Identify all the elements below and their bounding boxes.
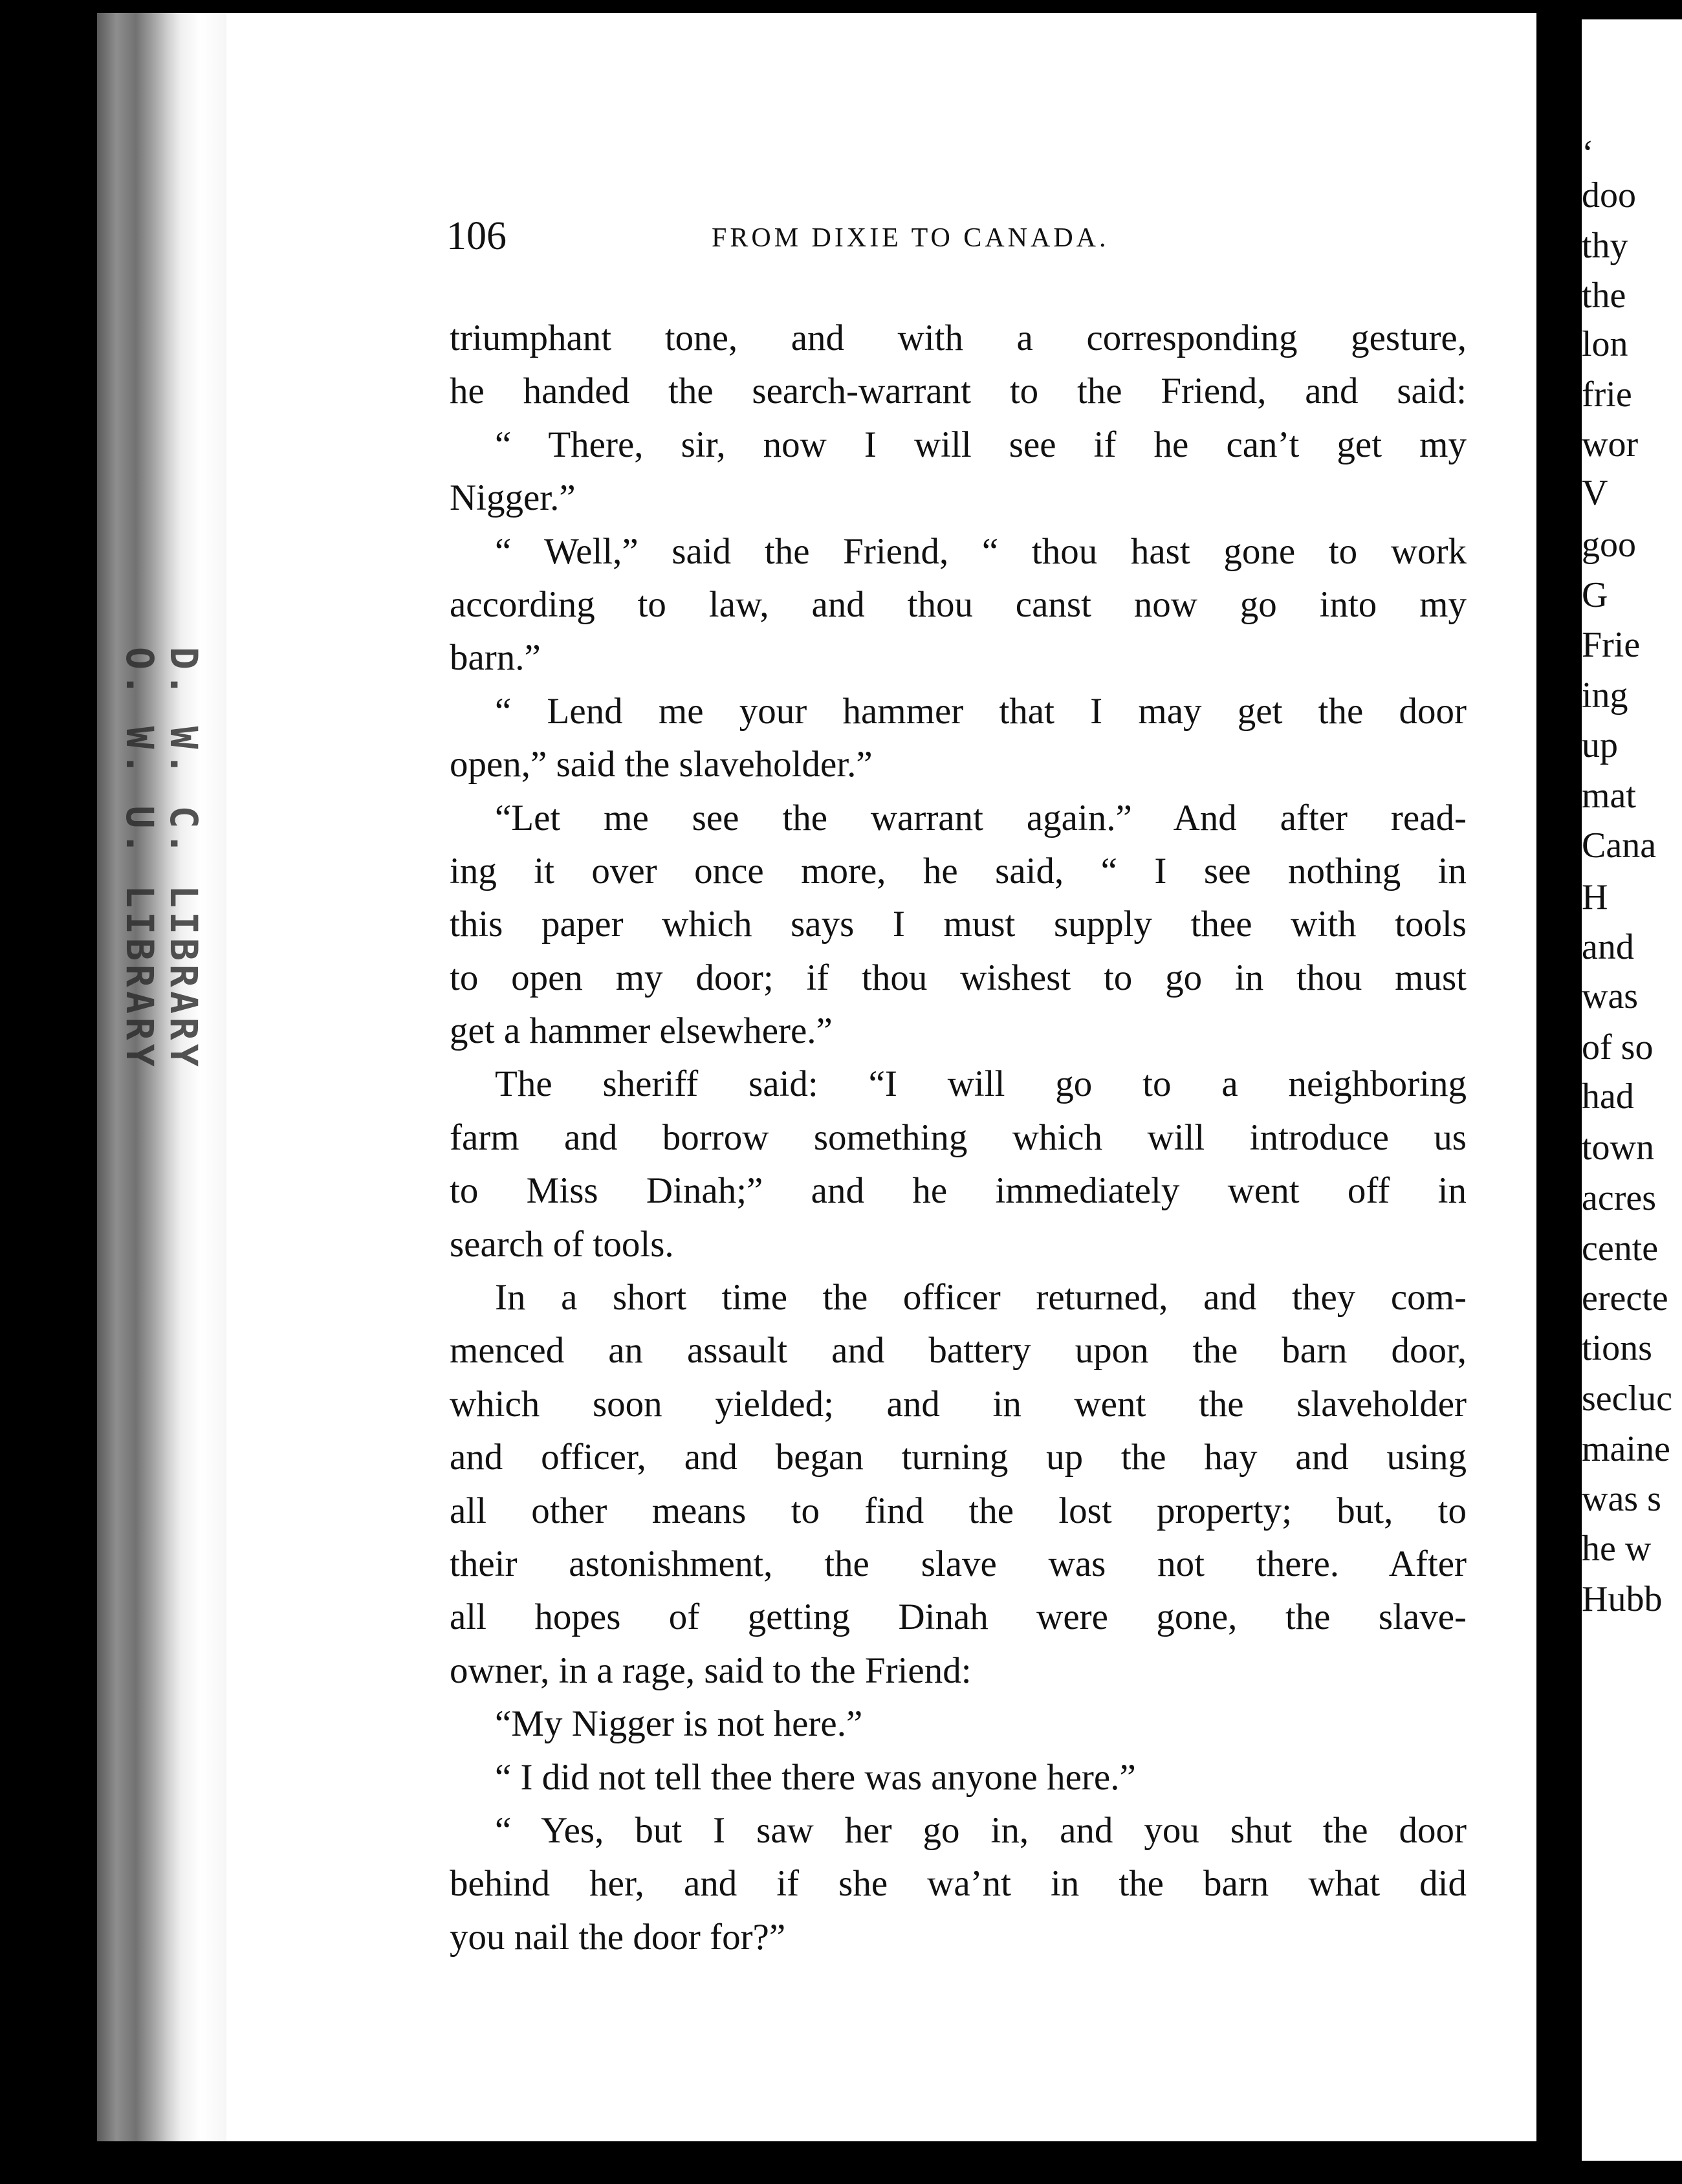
facing-page-word-fragment: tions xyxy=(1582,1328,1652,1368)
facing-page-word-fragment: lon xyxy=(1582,324,1628,364)
text-line: which soon yielded; and in went the slaveholder xyxy=(450,1383,1467,1425)
facing-page-word-fragment: and xyxy=(1582,927,1634,967)
running-head: FROM DIXIE TO CANADA. xyxy=(712,223,1109,253)
text-line: triumphant tone, and with a corresponding gesture, xyxy=(450,318,1467,358)
book-gutter xyxy=(1536,0,1582,2184)
text-line: you nail the door for?” xyxy=(450,1916,786,1958)
facing-page-word-fragment: of so xyxy=(1582,1027,1654,1067)
text-line: open,” said the slaveholder.” xyxy=(450,744,873,785)
text-line: and officer, and began turning up the hay and using xyxy=(450,1437,1467,1478)
text-line: search of tools. xyxy=(450,1223,674,1265)
text-line: farm and borrow something which will introduce us xyxy=(450,1117,1467,1158)
facing-page-word-fragment: mat xyxy=(1582,776,1636,816)
text-line: to open my door; if thou wishest to go in thou must xyxy=(450,957,1467,998)
text-line: this paper which says I must supply thee with tools xyxy=(450,904,1467,945)
text-line: he handed the search-warrant to the Friend, and said: xyxy=(450,371,1467,412)
facing-page-word-fragment: G xyxy=(1582,575,1608,615)
facing-page-word-fragment: V xyxy=(1582,473,1608,513)
text-line: “Let me see the warrant again.” And after read- xyxy=(495,797,1467,838)
facing-page-word-fragment: frie xyxy=(1582,375,1632,415)
page-number: 106 xyxy=(446,214,507,258)
text-line: all other means to find the lost property; but, to xyxy=(450,1490,1467,1531)
text-line: their astonishment, the slave was not there. After xyxy=(450,1543,1467,1584)
facing-page-word-fragment: erecte xyxy=(1582,1278,1668,1318)
facing-page-word-fragment: up xyxy=(1582,725,1618,765)
text-line: The sheriff said: “I will go to a neighboring xyxy=(495,1064,1467,1105)
facing-page-word-fragment: goo xyxy=(1582,525,1636,565)
text-line: behind her, and if she wa’nt in the barn what did xyxy=(450,1863,1467,1905)
facing-page-word-fragment: cente xyxy=(1582,1228,1659,1269)
text-line: Nigger.” xyxy=(450,477,576,519)
facing-page-word-fragment: town xyxy=(1582,1128,1654,1168)
facing-page-word-fragment: he w xyxy=(1582,1529,1652,1569)
text-line: owner, in a rage, said to the Friend: xyxy=(450,1650,972,1691)
text-line: “ Well,” said the Friend, “ thou hast gone to work xyxy=(495,530,1467,572)
facing-page-word-fragment: secluc xyxy=(1582,1379,1672,1419)
facing-page-word-fragment: wor xyxy=(1582,424,1639,464)
text-line: “ Lend me your hammer that I may get the door xyxy=(495,690,1467,732)
text-line: get a hammer elsewhere.” xyxy=(450,1010,833,1052)
facing-page-word-fragment: Cana xyxy=(1582,825,1657,866)
text-line: barn.” xyxy=(450,637,541,679)
body-text xyxy=(450,312,1467,1964)
facing-page-word-fragment: the xyxy=(1582,276,1626,316)
text-line: menced an assault and battery upon the barn door, xyxy=(450,1330,1467,1371)
text-line: “ There, sir, now I will see if he can’t get my xyxy=(495,424,1467,465)
facing-page-word-fragment: had xyxy=(1582,1076,1634,1117)
text-line: “ Yes, but I saw her go in, and you shut the door xyxy=(495,1809,1467,1851)
text-line: according to law, and thou canst now go into my xyxy=(450,584,1467,625)
facing-page-fragment xyxy=(1582,19,1682,2161)
library-stamp-text: D. W. C. LIBRARY O. W. U. LIBRARY xyxy=(118,647,206,1071)
text-line: “My Nigger is not here.” xyxy=(495,1703,863,1745)
facing-page-word-fragment: ing xyxy=(1582,675,1628,715)
library-stamp xyxy=(109,647,206,1346)
facing-page-word-fragment: thy xyxy=(1582,226,1628,266)
facing-page-word-fragment: was xyxy=(1582,976,1639,1016)
facing-page-word-fragment: Hubb xyxy=(1582,1579,1663,1619)
facing-page-word-fragment: Frie xyxy=(1582,625,1641,665)
facing-page-word-fragment: doo xyxy=(1582,175,1636,215)
page-header xyxy=(446,213,1469,259)
facing-page-word-fragment: H xyxy=(1582,877,1608,917)
text-line: to Miss Dinah;” and he immediately went off in xyxy=(450,1170,1467,1212)
text-line: all hopes of getting Dinah were gone, the slave- xyxy=(450,1597,1467,1638)
facing-page-word-fragment: was s xyxy=(1582,1479,1661,1519)
facing-page-word-fragment: ‘ xyxy=(1582,133,1594,173)
text-line: In a short time the officer returned, and they com- xyxy=(495,1277,1467,1318)
facing-page-word-fragment: maine xyxy=(1582,1429,1670,1469)
text-line: “ I did not tell thee there was anyone here.” xyxy=(495,1756,1136,1798)
text-line: ing it over once more, he said, “ I see nothing in xyxy=(450,850,1467,891)
facing-page-word-fragment: acres xyxy=(1582,1178,1657,1218)
